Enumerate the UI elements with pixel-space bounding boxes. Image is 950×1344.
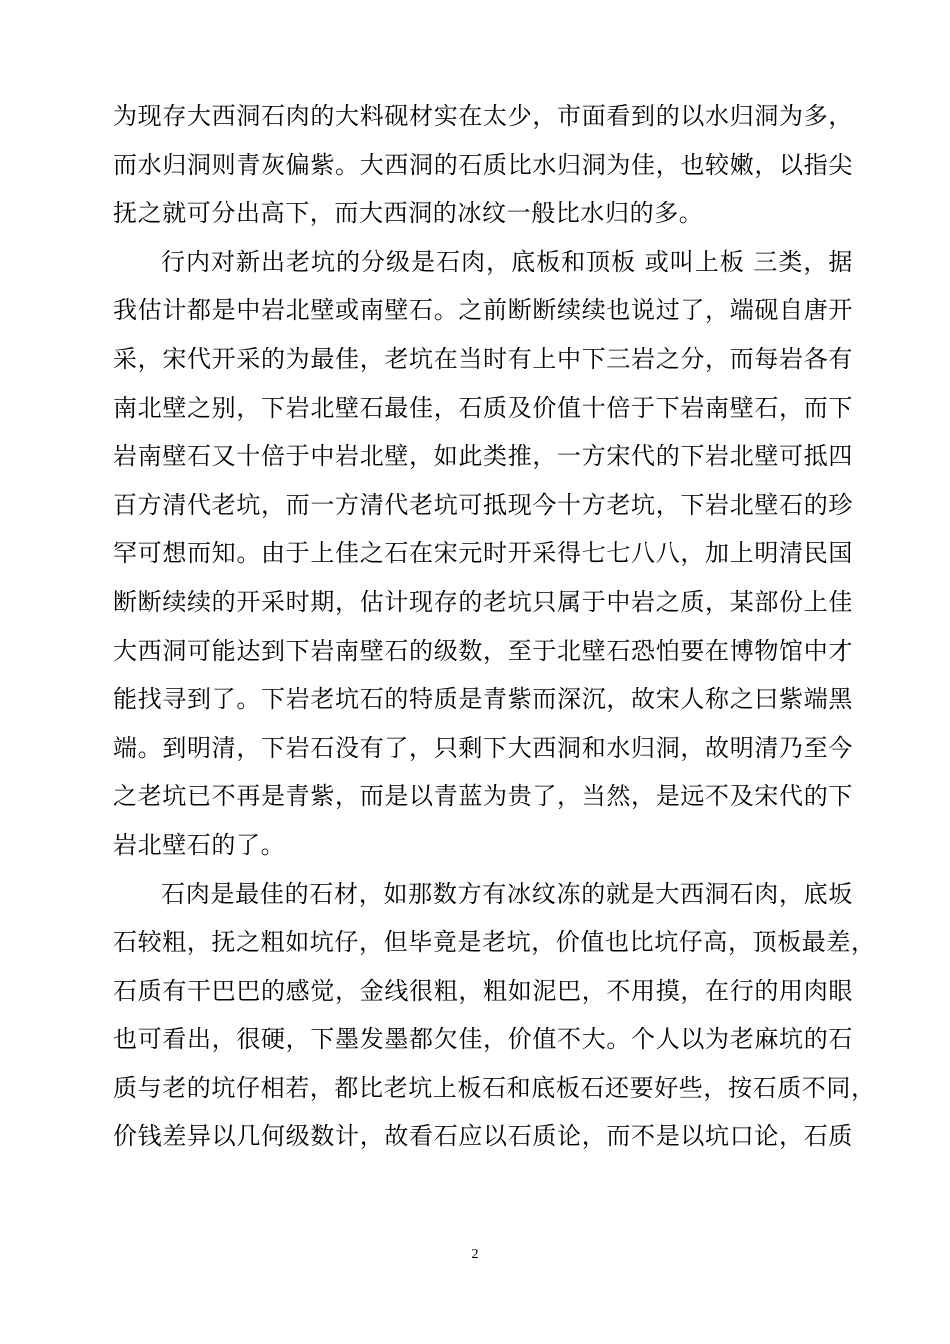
- text-line: 也可看出，很硬，下墨发墨都欠佳，价值不大。个人以为老麻坑的石: [113, 1025, 853, 1054]
- text-line: 质与老的坑仔相若，都比老坑上板石和底板石还要好些，按石质不同，: [113, 1073, 876, 1102]
- text-line: 之老坑已不再是青紫，而是以青蓝为贵了，当然，是远不及宋代的下: [113, 782, 853, 811]
- text-line: 石较粗，抚之粗如坑仔，但毕竟是老坑，价值也比坑仔高，顶板最差，: [113, 928, 876, 957]
- text-line: 我估计都是中岩北壁或南壁石。之前断断续续也说过了，端砚自唐开: [113, 296, 853, 325]
- text-line: 石质有干巴巴的感觉，金线很粗，粗如泥巴，不用摸，在行的用肉眼: [113, 976, 853, 1005]
- text-line: 岩南壁石又十倍于中岩北壁，如此类推，一方宋代的下岩北壁可抵四: [113, 442, 853, 471]
- text-line: 百方清代老坑，而一方清代老坑可抵现今十方老坑，下岩北壁石的珍: [113, 490, 853, 519]
- text-line: 价钱差异以几何级数计，故看石应以石质论，而不是以坑口论，石质: [113, 1122, 853, 1151]
- text-line: 南北壁之别，下岩北壁石最佳，石质及价值十倍于下岩南壁石，而下: [113, 393, 853, 422]
- text-line: 为现存大西洞石肉的大料砚材实在太少，市面看到的以水归洞为多，: [113, 102, 853, 130]
- text-line: 大西洞可能达到下岩南壁石的级数，至于北壁石恐怕要在博物馆中才: [113, 636, 853, 665]
- text-line: 能找寻到了。下岩老坑石的特质是青紫而深沉，故宋人称之曰紫端黑: [113, 685, 853, 714]
- text-line: 岩北壁石的了。: [113, 830, 286, 859]
- text-line: 罕可想而知。由于上佳之石在宋元时开采得七七八八，加上明清民国: [113, 539, 853, 568]
- text-line: 抚之就可分出高下，而大西洞的冰纹一般比水归的多。: [113, 199, 704, 228]
- text-line: 行内对新出老坑的分级是石肉，底板和顶板 或叫上板 三类，据: [161, 247, 853, 276]
- text-line: 而水归洞则青灰偏紫。大西洞的石质比水归洞为佳，也较嫩，以指尖: [113, 150, 853, 179]
- page-number: 2: [471, 1247, 479, 1262]
- text-line: 石肉是最佳的石材，如那数方有冰纹冻的就是大西洞石肉，底坂: [161, 879, 853, 908]
- text-line: 断断续续的开采时期，估计现存的老坑只属于中岩之质，某部份上佳: [113, 587, 853, 616]
- text-line: 端。到明清，下岩石没有了，只剩下大西洞和水归洞，故明清乃至今: [113, 733, 853, 762]
- document-body: [113, 92, 876, 1161]
- text-line: 采，宋代开采的为最佳，老坑在当时有上中下三岩之分，而每岩各有: [113, 344, 853, 373]
